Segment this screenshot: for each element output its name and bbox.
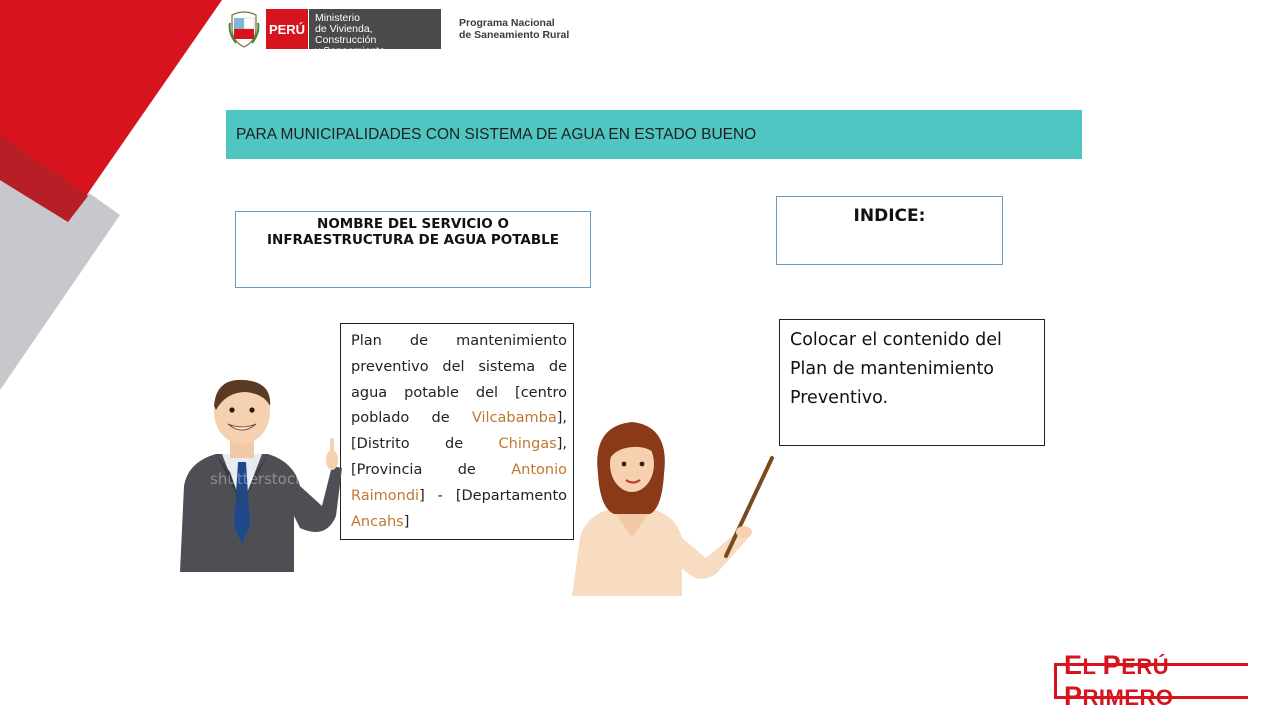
ministry-line: de Vivienda, Construcción	[315, 23, 377, 46]
peru-logo: PERÚ	[266, 9, 308, 49]
program-line: Programa Nacional	[459, 17, 555, 29]
service-name-box[interactable]	[235, 211, 591, 288]
decorative-corner-shapes	[0, 0, 230, 400]
plan-text: ], [Provincia de	[351, 436, 567, 478]
content-text: Colocar el contenido del Plan de mantenimiento Preventivo.	[790, 330, 1002, 408]
ministry-logo	[308, 9, 441, 57]
businessman-illustration	[176, 376, 346, 572]
plan-text: Plan de mantenimiento preventivo del sistema de agua potable del [centro poblado de	[351, 333, 567, 427]
index-title: INDICE:	[853, 206, 926, 226]
pointer-stick	[726, 458, 772, 556]
plan-description-box[interactable]	[340, 323, 574, 540]
brand-text: EL PERÚ PRIMERO	[1064, 650, 1174, 711]
coat-of-arms-icon	[228, 9, 260, 49]
content-box[interactable]	[779, 319, 1045, 446]
government-header	[228, 8, 570, 57]
village-name: Vilcabamba	[471, 410, 557, 427]
program-name	[459, 17, 569, 41]
ministry-line: Ministerio	[315, 12, 360, 24]
district-name: Chingas	[498, 436, 557, 453]
section-banner	[226, 110, 1082, 159]
service-name-line: INFRAESTRUCTURA DE AGUA POTABLE	[267, 232, 559, 248]
program-line: de Saneamiento Rural	[459, 29, 570, 41]
teacher-woman-illustration	[566, 418, 778, 596]
banner-text: PARA MUNICIPALIDADES CON SISTEMA DE AGUA EN ESTADO BUENO	[236, 125, 757, 143]
index-box[interactable]	[776, 196, 1003, 265]
ministry-line: y Saneamiento	[315, 45, 386, 57]
department-name: Ancahs	[351, 513, 404, 530]
service-name-line: NOMBRE DEL SERVICIO O	[317, 216, 509, 232]
plan-text: ], [Distrito de	[351, 410, 567, 453]
province-name: Antonio Raimondi	[351, 461, 567, 504]
plan-text: ] - [Departamento	[419, 487, 567, 504]
el-peru-primero-logo	[1054, 650, 1280, 711]
plan-text: ]	[403, 513, 410, 530]
watermark-text: shutterstock	[210, 470, 304, 488]
